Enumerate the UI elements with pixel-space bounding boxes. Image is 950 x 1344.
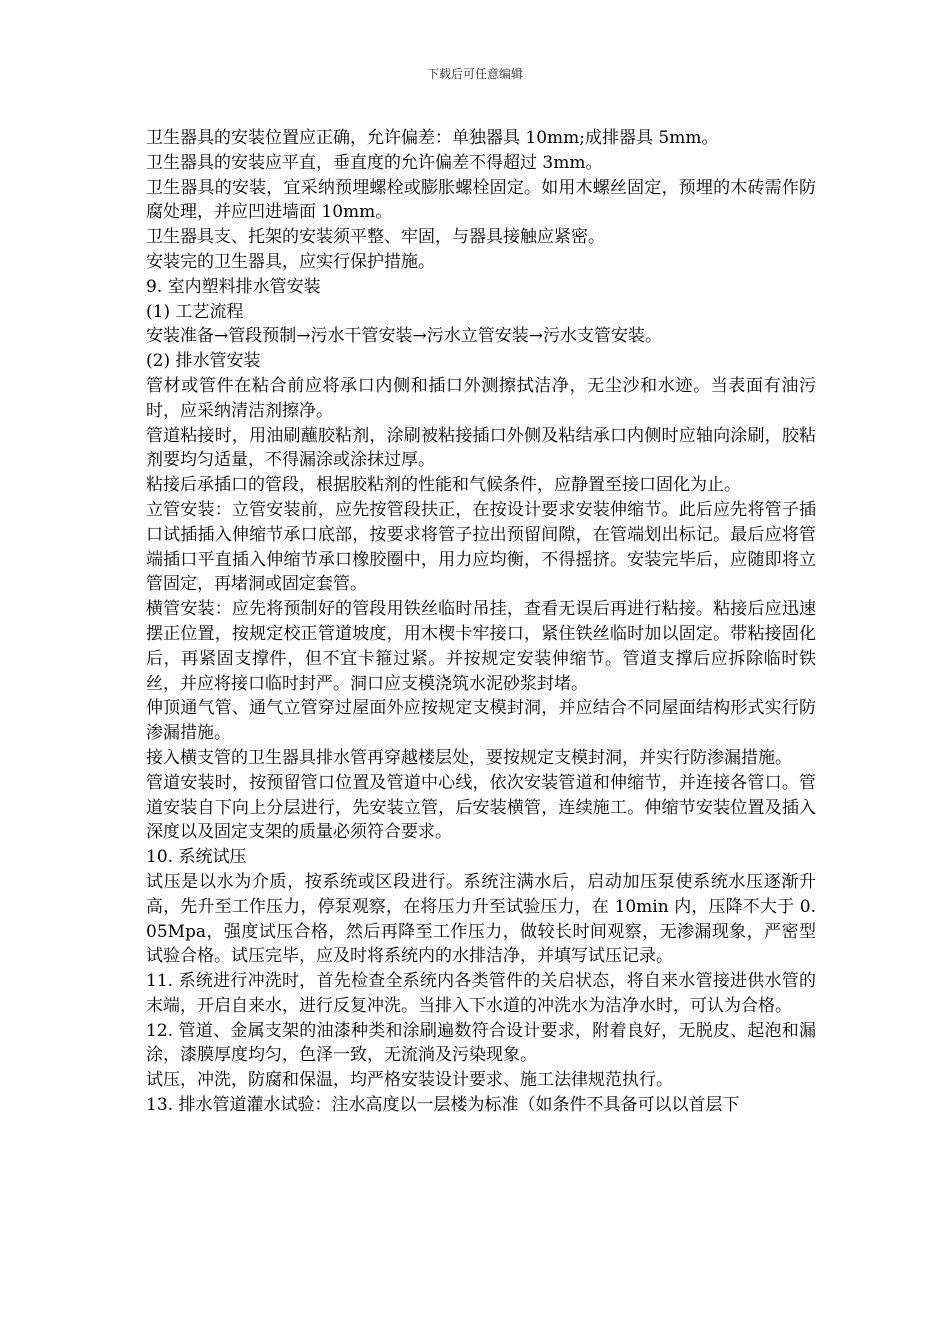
document-body: [146, 126, 816, 1118]
paragraph: 安装完的卫生器具，应实行保护措施。: [146, 251, 435, 272]
subsection-heading: (2) 排水管安装: [146, 351, 261, 372]
paragraph: 12. 管道、金属支架的油漆种类和涂刷遍数符合设计要求，附着良好，无脱皮、起泡和漏涂，漆膜厚度均匀，色泽一致，无流淌及污染现象。: [146, 1020, 816, 1066]
paragraph: 安装准备→管段预制→污水干管安装→污水立管安装→污水支管安装。: [146, 326, 662, 347]
paragraph: 管道安装时，按预留管口位置及管道中心线，依次安装管道和伸缩节，并连接各管口。管道安装自下向上分层进行，先安装立管，后安装横管，连续施工。伸缩节安装位置及插入深度以及固定支架的质量必须符合要求。: [146, 772, 816, 843]
paragraph: 卫生器具的安装应平直，垂直度的允许偏差不得超过 3mm。: [146, 152, 603, 173]
section-heading: 10. 系统试压: [146, 847, 247, 868]
paragraph: 粘接后承插口的管段，根据胶粘剂的性能和气候条件，应静置至接口固化为止。: [146, 475, 741, 496]
paragraph: 卫生器具的安装，宜采纳预埋螺栓或膨胀螺栓固定。如用木螺丝固定，预埋的木砖需作防腐处理，并应凹进墙面 10mm。: [146, 177, 816, 223]
paragraph: 伸顶通气管、通气立管穿过屋面外应按规定支模封洞，并应结合不同屋面结构形式实行防渗漏措施。: [146, 698, 816, 744]
paragraph: 卫生器具的安装位置应正确，允许偏差：单独器具 10mm;成排器具 5mm。: [146, 128, 719, 148]
paragraph: 管道粘接时，用油刷蘸胶粘剂，涂刷被粘接插口外侧及粘结承口内侧时应轴向涂刷，胶粘剂要均匀适量，不得漏涂或涂抹过厚。: [146, 425, 816, 471]
paragraph: 13. 排水管道灌水试验：注水高度以一层楼为标准（如条件不具备可以以首层下: [146, 1095, 740, 1116]
subsection-heading: (1) 工艺流程: [146, 301, 244, 322]
paragraph: 立管安装：立管安装前，应先按管段扶正，在按设计要求安装伸缩节。此后应先将管子插口试插插入伸缩节承口底部，按要求将管子拉出预留间隙，在管端划出标记。最后应将管端插口平直插入伸缩节承口橡胶圈中，用力应均衡，不得摇挤。安装完毕后，应随即将立管固定，再堵洞或固定套管。: [146, 499, 816, 595]
paragraph: 卫生器具支、托架的安装须平整、牢固，与器具接触应紧密。: [146, 227, 605, 248]
paragraph: 试压是以水为介质，按系统或区段进行。系统注满水后，启动加压泵使系统水压逐渐升高，先升至工作压力，停泵观察，在将压力升至试验压力，在 10min 内，压降不大于 0.05Mpa，强度试压合格，然后再降至工作压力，做较长时间观察，无渗漏现象，严密型试验合格。试压完毕，应及时将系统内的水排洁净，并填写试压记录。: [146, 871, 816, 967]
paragraph: 试压，冲洗，防腐和保温，均严格安装设计要求、施工法律规范执行。: [146, 1070, 673, 1091]
page-header: 下载后可任意编辑: [426, 67, 523, 81]
paragraph: 接入横支管的卫生器具排水管再穿越楼层处，要按规定支模封洞，并实行防渗漏措施。: [146, 747, 792, 768]
paragraph: 横管安装：应先将预制好的管段用铁丝临时吊挂，查看无误后再进行粘接。粘接后应迅速摆正位置，按规定校正管道坡度，用木楔卡牢接口，紧住铁丝临时加以固定。带粘接固化后，再紧固支撑件，但不宜卡箍过紧。并按规定安装伸缩节。管道支撑后应拆除临时铁丝，并应将接口临时封严。洞口应支模浇筑水泥砂浆封堵。: [146, 599, 816, 694]
paragraph: 11. 系统进行冲洗时，首先检查全系统内各类管件的关启状态，将自来水管接进供水管的末端，开启自来水，进行反复冲洗。当排入下水道的冲洗水为洁净水时，可认为合格。: [146, 971, 816, 1016]
paragraph: 管材或管件在粘合前应将承口内侧和插口外测擦拭洁净，无尘沙和水迹。当表面有油污时，应采纳清洁剂擦净。: [146, 375, 816, 421]
section-heading: 9. 室内塑料排水管安装: [146, 276, 321, 297]
